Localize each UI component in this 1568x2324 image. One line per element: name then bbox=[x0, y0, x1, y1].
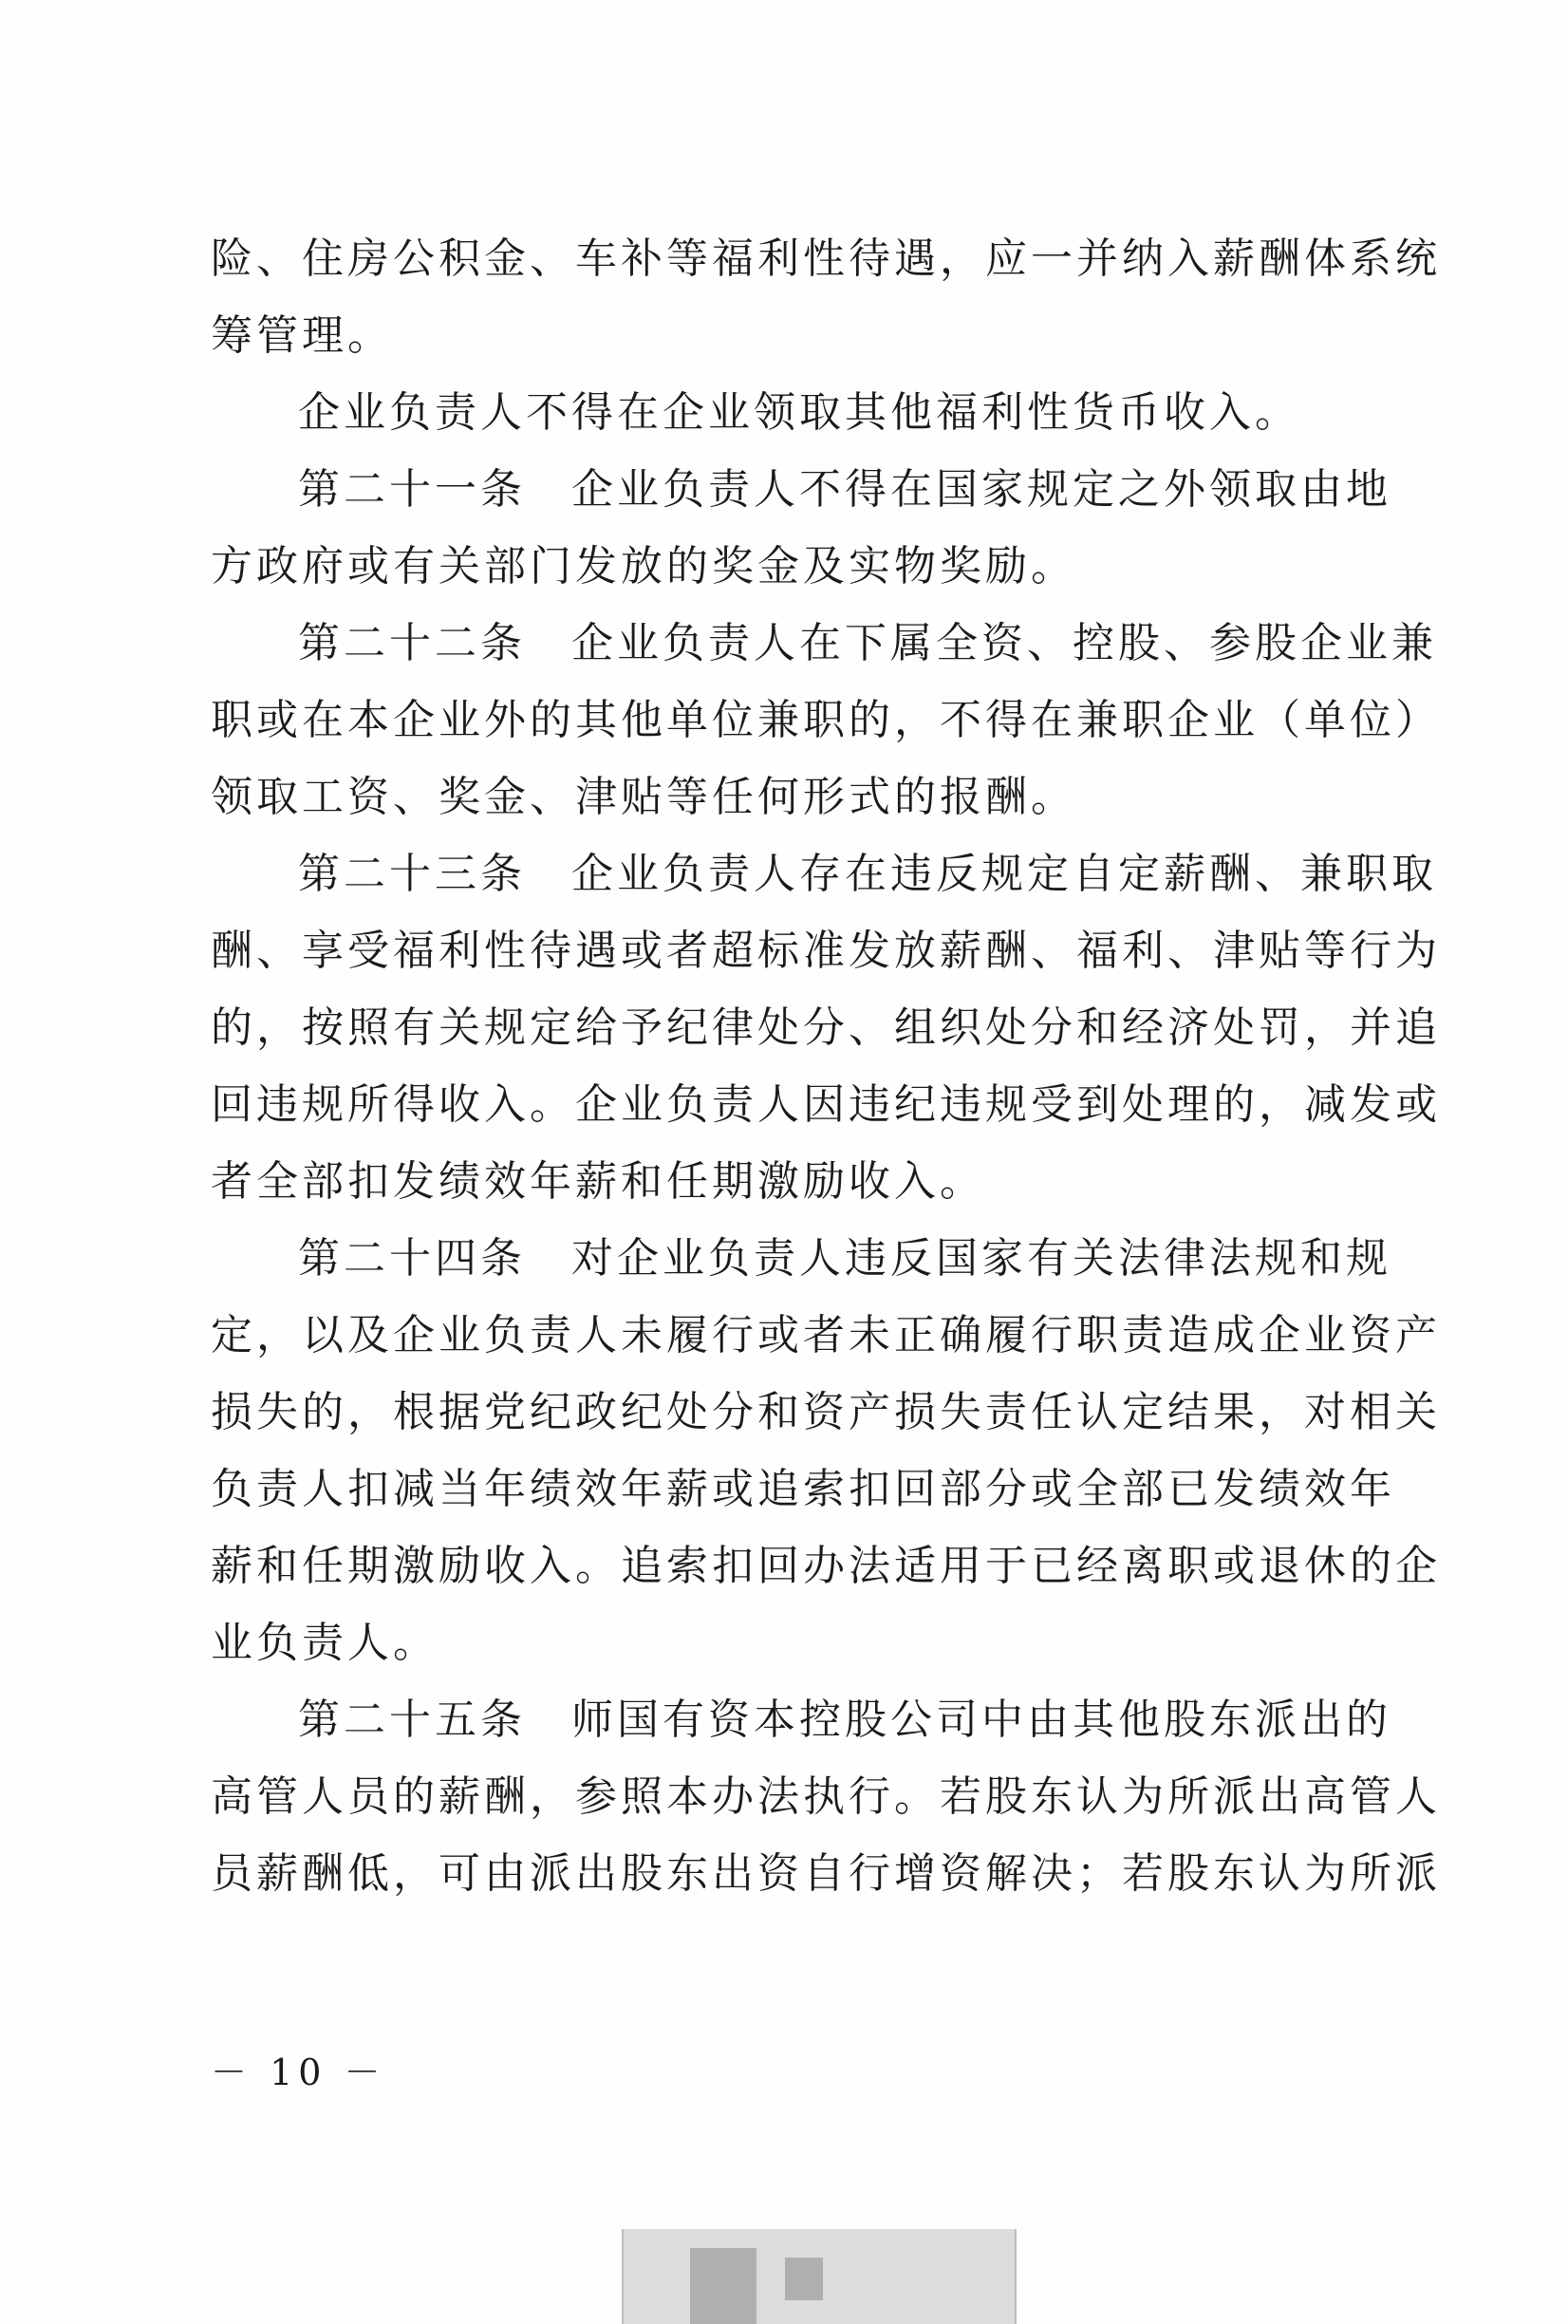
scan-artifact-mark bbox=[785, 2258, 823, 2300]
text-line: 定，以及企业负责人未履行或者未正确履行职责造成企业资产 bbox=[211, 1311, 1441, 1359]
text-line: 负责人扣减当年绩效年薪或追索扣回部分或全部已发绩效年 bbox=[211, 1465, 1395, 1513]
scan-artifact-strip bbox=[622, 2229, 1017, 2324]
text-line: 的，按照有关规定给予纪律处分、组织处分和经济处罚，并追 bbox=[211, 1003, 1441, 1052]
scan-artifact-mark bbox=[690, 2248, 756, 2324]
text-line: 第二十五条 师国有资本控股公司中由其他股东派出的 bbox=[298, 1696, 1391, 1744]
text-line: 酬、享受福利性待遇或者超标准发放薪酬、福利、津贴等行为 bbox=[211, 927, 1441, 975]
text-line: 回违规所得收入。企业负责人因违纪违规受到处理的，减发或 bbox=[211, 1080, 1441, 1129]
text-line: 业负责人。 bbox=[211, 1619, 439, 1667]
body-text bbox=[211, 220, 1441, 1912]
text-line: 高管人员的薪酬，参照本办法执行。若股东认为所派出高管人 bbox=[211, 1772, 1441, 1821]
text-line: 损失的，根据党纪政纪处分和资产损失责任认定结果，对相关 bbox=[211, 1388, 1441, 1436]
text-line: 险、住房公积金、车补等福利性待遇，应一并纳入薪酬体系统 bbox=[211, 234, 1441, 283]
text-line: 第二十二条 企业负责人在下属全资、控股、参股企业兼 bbox=[298, 619, 1437, 667]
text-line: 第二十三条 企业负责人存在违反规定自定薪酬、兼职取 bbox=[298, 850, 1437, 898]
page-number: － 10 － bbox=[211, 2052, 386, 2093]
text-line: 筹管理。 bbox=[211, 311, 393, 360]
text-line: 薪和任期激励收入。追索扣回办法适用于已经离职或退休的企 bbox=[211, 1542, 1441, 1590]
text-line: 员薪酬低，可由派出股东出资自行增资解决；若股东认为所派 bbox=[211, 1849, 1441, 1898]
text-line: 企业负责人不得在企业领取其他福利性货币收入。 bbox=[298, 388, 1300, 437]
text-line: 者全部扣发绩效年薪和任期激励收入。 bbox=[211, 1157, 985, 1206]
text-line: 方政府或有关部门发放的奖金及实物奖励。 bbox=[211, 542, 1076, 590]
text-line: 领取工资、奖金、津贴等任何形式的报酬。 bbox=[211, 773, 1076, 821]
text-line: 职或在本企业外的其他单位兼职的，不得在兼职企业（单位） bbox=[211, 696, 1441, 744]
text-line: 第二十四条 对企业负责人违反国家有关法律法规和规 bbox=[298, 1234, 1391, 1283]
text-line: 第二十一条 企业负责人不得在国家规定之外领取由地 bbox=[298, 465, 1391, 514]
